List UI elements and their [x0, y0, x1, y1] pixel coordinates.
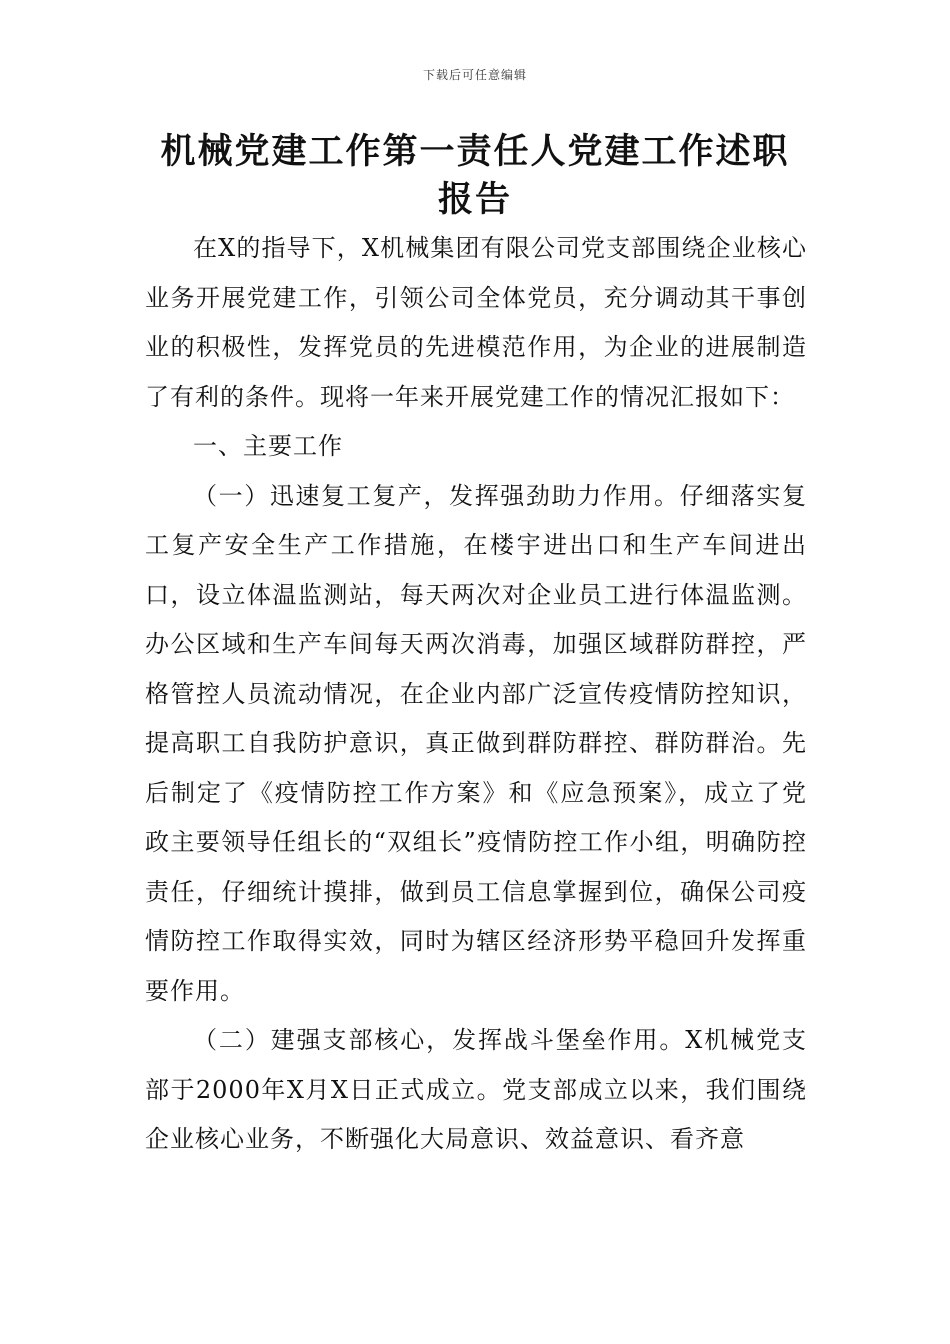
body-paragraph: （一）迅速复工复产，发挥强劲助力作用。仔细落实复工复产安全生产工作措施，在楼宇进出口和生产车间进出口，设立体温监测站，每天两次对企业员工进行体温监测。办公区域和生产车间每天两次消毒，加强区域群防群控，严格管控人员流动情况，在企业内部广泛宣传疫情防控知识，提高职工自我防护意识，真正做到群防群控、群防群治。先后制定了《疫情防控工作方案》和《应急预案》，成立了党政主要领导任组长的“双组长”疫情防控工作小组，明确防控责任，仔细统计摸排，做到员工信息掌握到位，确保公司疫情防控工作取得实效，同时为辖区经济形势平稳回升发挥重要作用。 [145, 481, 807, 1005]
body-paragraph: （二）建强支部核心，发挥战斗堡垒作用。X机械党支部于2000年X月X日正式成立。党支部成立以来，我们围绕企业核心业务，不断强化大局意识、效益意识、看齐意 [145, 1026, 807, 1153]
document-body [145, 224, 807, 1165]
document-title: 机械党建工作第一责任人党建工作述职报告 [160, 131, 790, 220]
section-heading: 一、主要工作 [193, 432, 343, 460]
intro-paragraph: 在X的指导下，X机械集团有限公司党支部围绕企业核心业务开展党建工作，引领公司全体党员，充分调动其干事创业的积极性，发挥党员的先进模范作用，为企业的进展制造了有利的条件。现将一年来开展党建工作的情况汇报如下： [145, 234, 807, 411]
header-note: 下载后可任意编辑 [422, 68, 527, 82]
